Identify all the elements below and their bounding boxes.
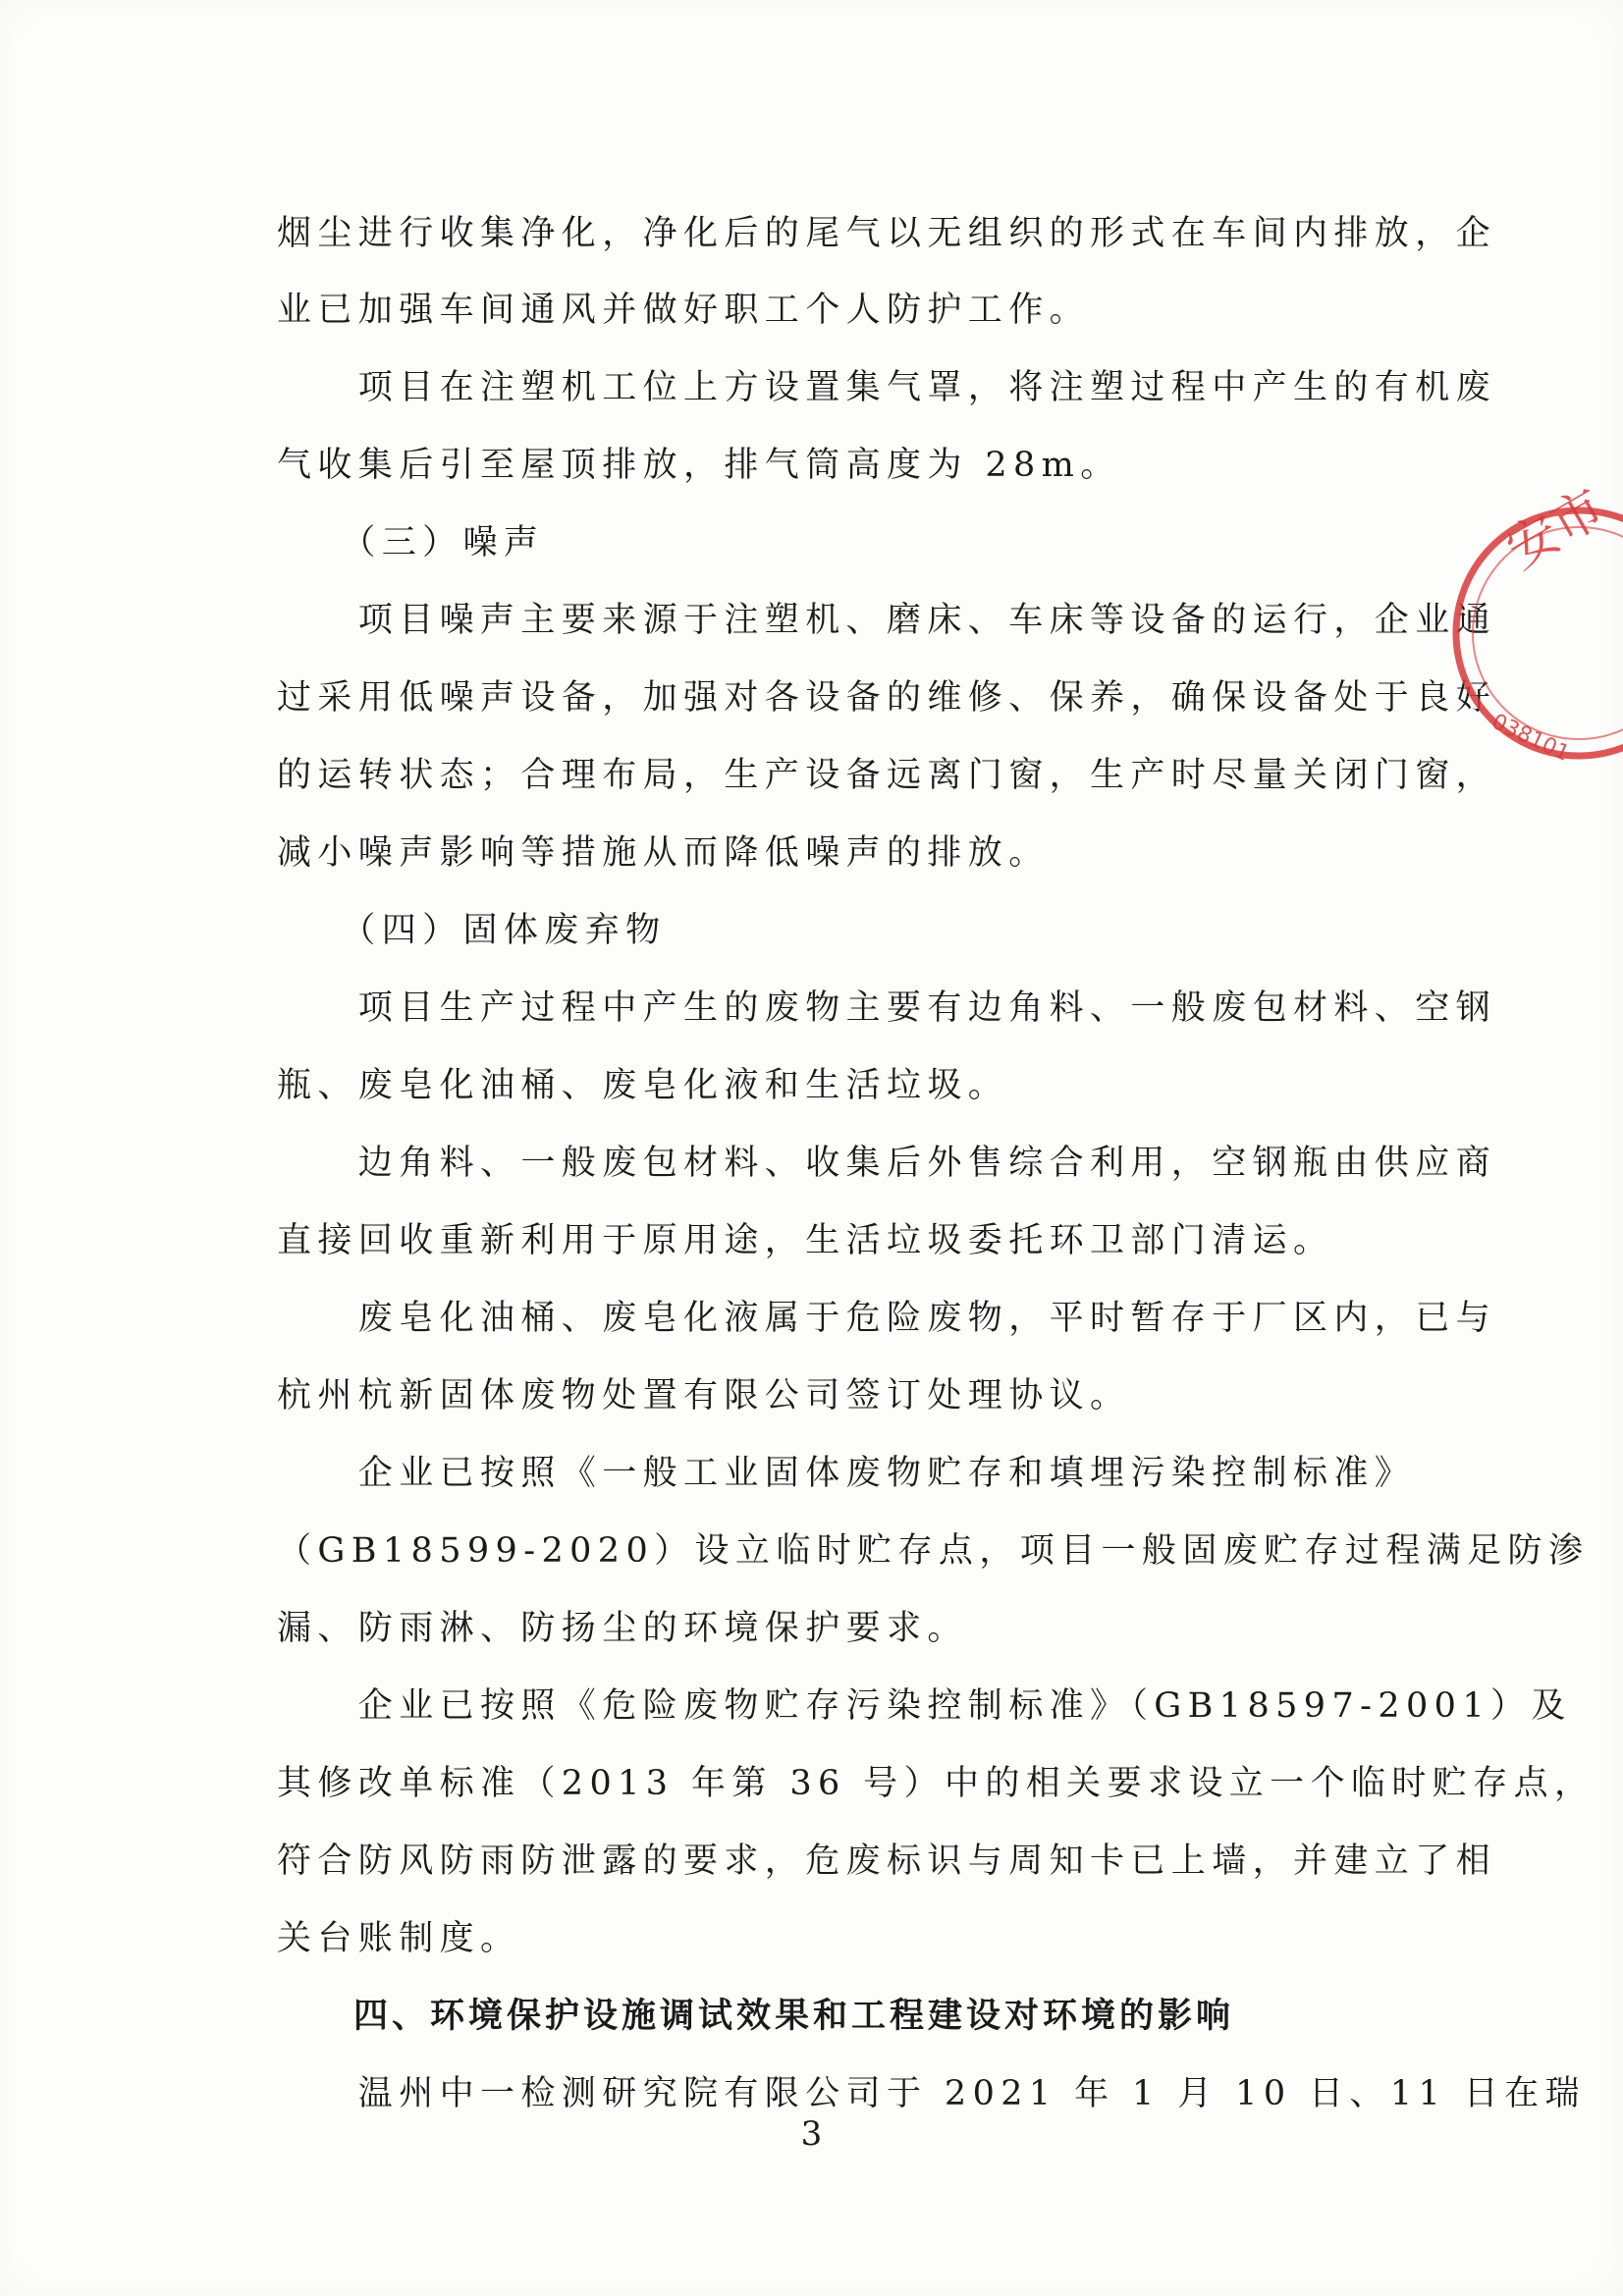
text-line: 边角料、一般废包材料、收集后外售综合利用，空钢瓶由供应商: [277, 1144, 1497, 1183]
text-line: 漏、防雨淋、防扬尘的环境保护要求。: [277, 1609, 968, 1648]
text-line: 企业已按照《一般工业固体废物贮存和填埋污染控制标准》: [277, 1454, 1416, 1493]
text-line: 减小噪声影响等措施从而降低噪声的排放。: [277, 833, 1050, 873]
seal-char-1: 安市: [1496, 478, 1615, 581]
seal-digits: 038101: [1488, 709, 1574, 767]
section-heading: （三）噪声: [277, 523, 545, 562]
text-line: 业已加强车间通风并做好职工个人防护工作。: [277, 291, 1091, 330]
text-line: 气收集后引至屋顶排放，排气筒高度为 28m。: [277, 446, 1121, 485]
text-line: 项目生产过程中产生的废物主要有边角料、一般废包材料、空钢: [277, 988, 1497, 1028]
text-line: 项目在注塑机工位上方设置集气罩，将注塑过程中产生的有机废: [277, 368, 1497, 407]
text-line: （GB18599-2020）设立临时贮存点，项目一般固废贮存过程满足防渗: [277, 1531, 1590, 1571]
page-number: 3: [800, 2114, 823, 2154]
text-line: 过采用低噪声设备，加强对各设备的维修、保养，确保设备处于良好: [277, 678, 1497, 718]
text-line: 直接回收重新利用于原用途，生活垃圾委托环卫部门清运。: [277, 1221, 1334, 1260]
text-line: 温州中一检测研究院有限公司于 2021 年 1 月 10 日、11 日在瑞: [277, 2074, 1586, 2113]
text-line: 废皂化油桶、废皂化液属于危险废物，平时暂存于厂区内，已与: [277, 1299, 1497, 1338]
text-line: 的运转状态；合理布局，生产设备远离门窗，生产时尽量关闭门窗，: [277, 756, 1497, 795]
text-line: 其修改单标准（2013 年第 36 号）中的相关要求设立一个临时贮存点，: [277, 1764, 1596, 1803]
text-line: 关台账制度。: [277, 1919, 521, 1958]
text-line: 瓶、废皂化油桶、废皂化液和生活垃圾。: [277, 1066, 1009, 1105]
text-line: 烟尘进行收集净化，净化后的尾气以无组织的形式在车间内排放，企: [277, 214, 1497, 253]
red-seal-stamp: [1451, 471, 1623, 795]
text-line: 企业已按照《危险废物贮存污染控制标准》（GB18597-2001）及: [277, 1686, 1572, 1726]
section-heading: （四）固体废弃物: [277, 911, 667, 950]
text-line: 杭州杭新固体废物处置有限公司签订处理协议。: [277, 1376, 1131, 1415]
section-heading-bold: 四、环境保护设施调试效果和工程建设对环境的影响: [277, 1997, 1235, 2036]
text-line: 项目噪声主要来源于注塑机、磨床、车床等设备的运行，企业通: [277, 601, 1497, 640]
text-line: 符合防风防雨防泄露的要求，危废标识与周知卡已上墙，并建立了相: [277, 1842, 1497, 1881]
